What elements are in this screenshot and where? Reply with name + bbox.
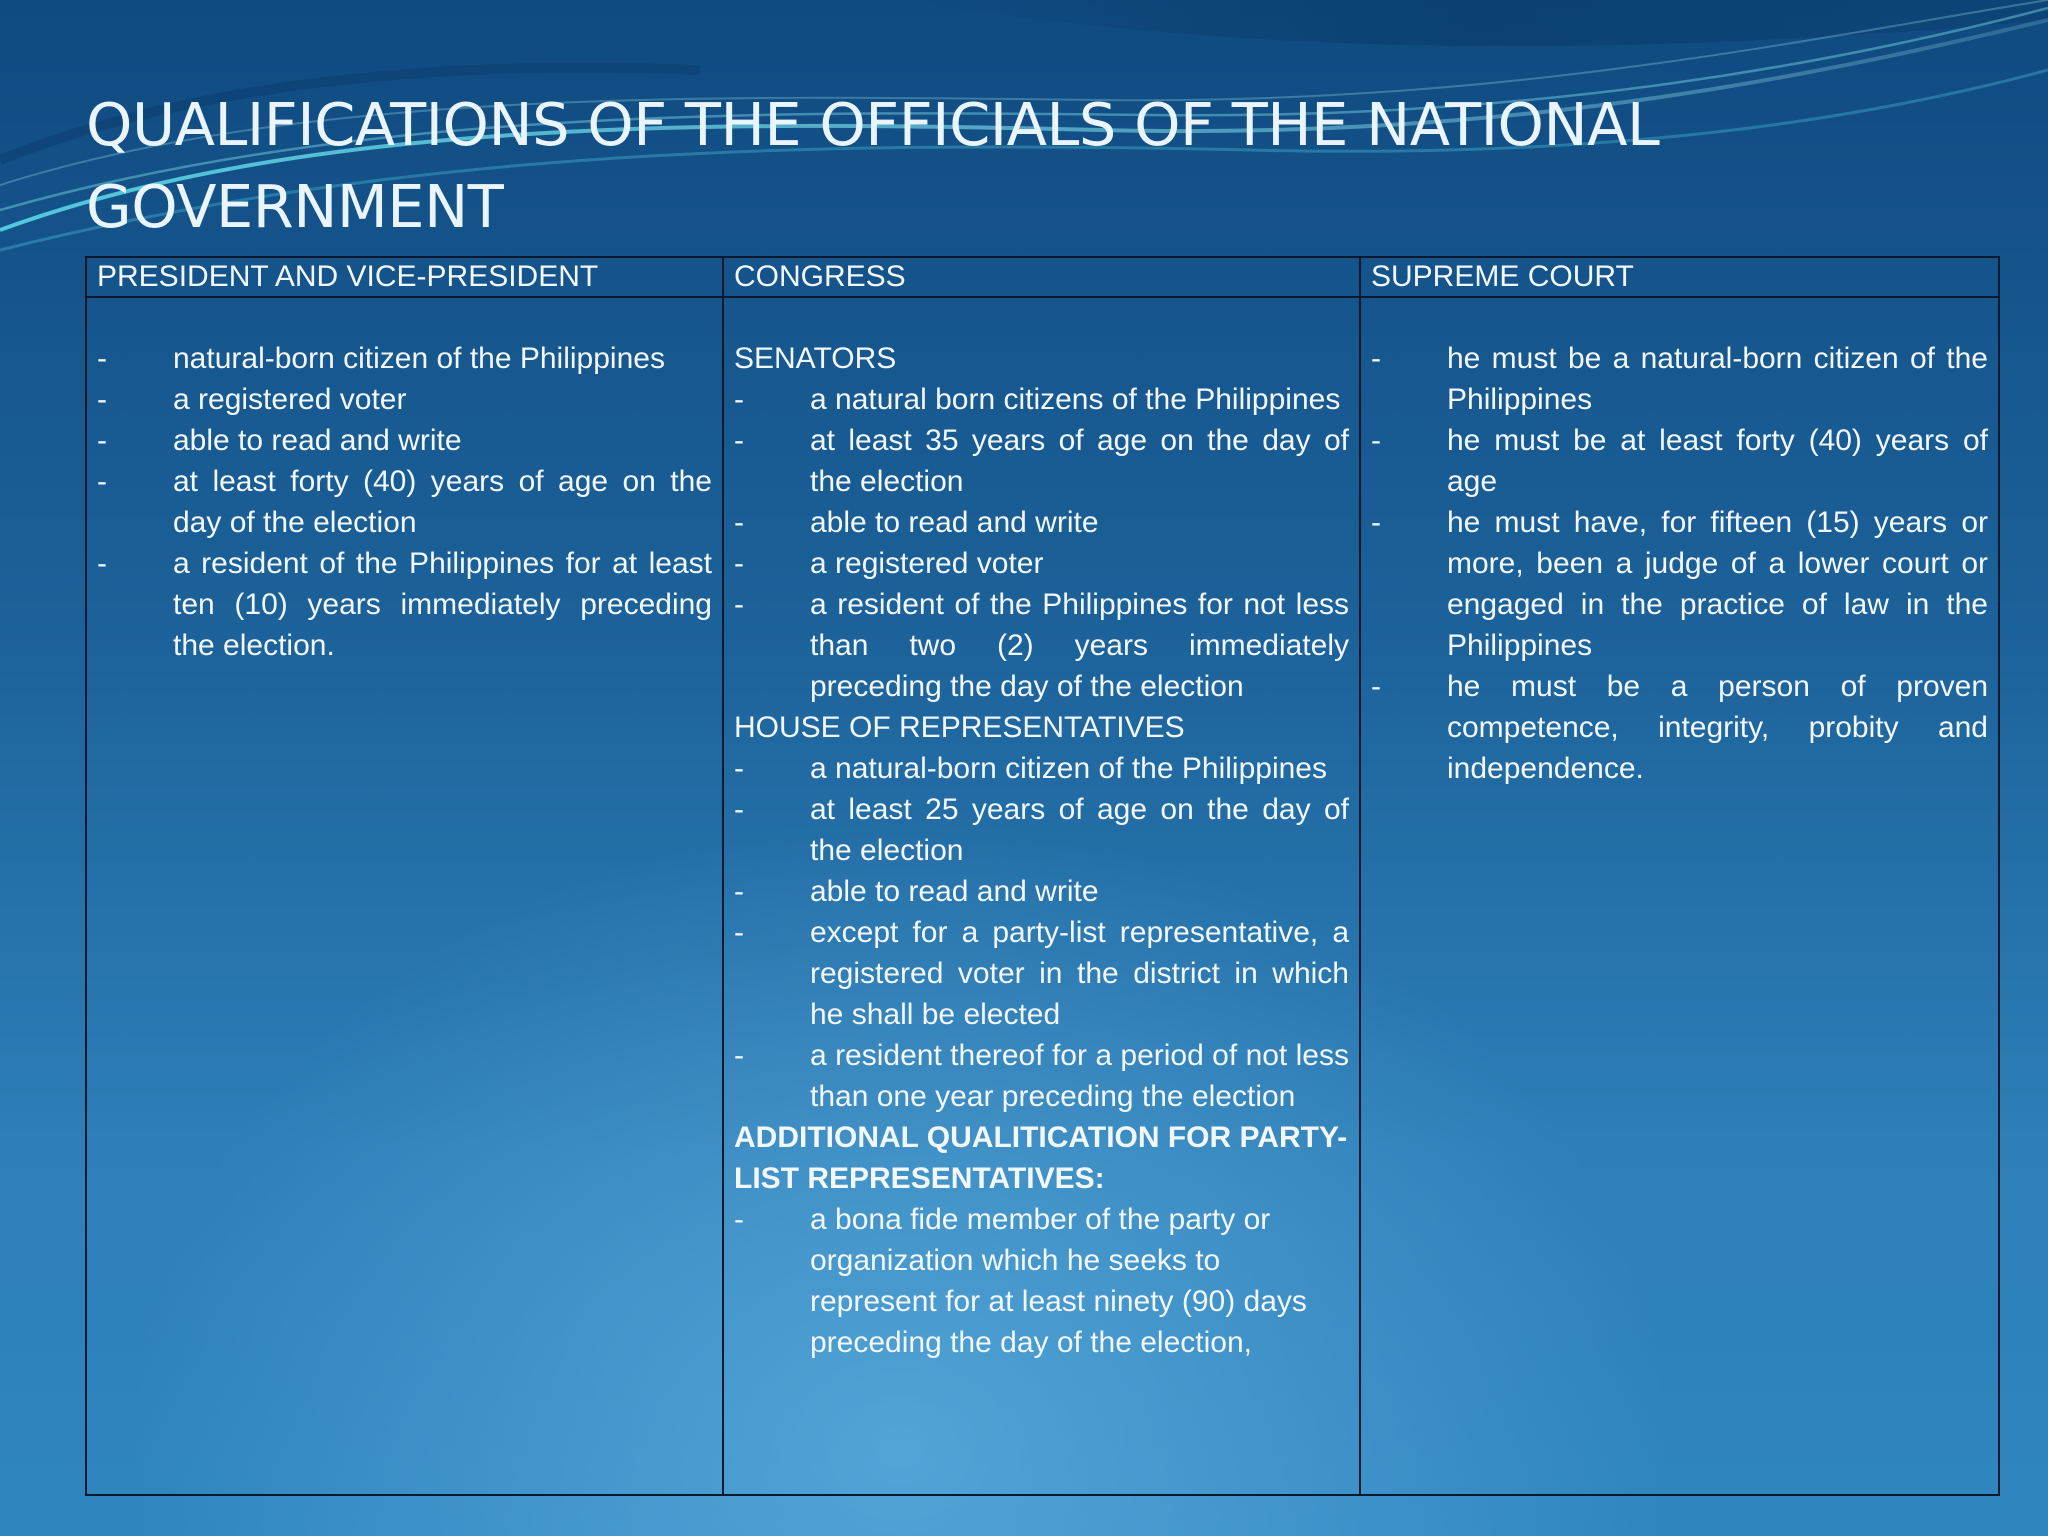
item-text: able to read and write (173, 424, 462, 457)
bullet-dash: - (734, 1203, 744, 1236)
item-text-line: organization which he seeks to (810, 1244, 1221, 1277)
list-item (1371, 502, 1988, 666)
bullet-dash: - (734, 752, 744, 785)
congress-cell (723, 297, 1360, 1495)
bullet-dash: - (734, 793, 744, 826)
bullet-dash: - (734, 547, 744, 580)
bullet-dash: - (97, 547, 107, 580)
senators-heading: SENATORS (734, 342, 897, 375)
item-text: a registered voter (810, 547, 1044, 580)
list-item (734, 420, 1349, 502)
bullet-dash: - (734, 916, 744, 949)
qualifications-table (85, 256, 2000, 1496)
list-item (734, 543, 1349, 584)
item-text: he must have, for fifteen (15) years or more, been a judge of a lower court or engaged in the practice of law in the Philippines (1447, 506, 1988, 662)
bullet-dash: - (734, 588, 744, 621)
list-item (97, 379, 712, 420)
item-text: a resident thereof for a period of not less than one year preceding the election (810, 1039, 1349, 1113)
bullet-dash: - (97, 465, 107, 498)
item-text: at least 25 years of age on the day of the election (810, 793, 1349, 867)
bullet-dash: - (97, 424, 107, 457)
bullet-dash: - (734, 424, 744, 457)
list-item (1371, 338, 1988, 420)
item-text: able to read and write (810, 875, 1099, 908)
bullet-dash: - (734, 1039, 744, 1072)
item-text: he must be a person of proven competence, integrity, probity and independence. (1447, 670, 1988, 785)
bullet-dash: - (1371, 424, 1381, 457)
bullet-dash: - (97, 383, 107, 416)
item-text: he must be at least forty (40) years of age (1447, 424, 1988, 498)
list-item (734, 1199, 1349, 1363)
item-text: natural-born citizen of the Philippines (173, 342, 665, 375)
slide-title: QUALIFICATIONS OF THE OFFICIALS OF THE NATIONAL GOVERNMENT (86, 90, 1660, 241)
bullet-dash: - (1371, 342, 1381, 375)
list-item (734, 871, 1349, 912)
item-text: a resident of the Philippines for not less than two (2) years immediately preceding the day of the election (810, 588, 1349, 703)
bullet-dash: - (734, 875, 744, 908)
header-supreme-court: SUPREME COURT (1360, 257, 1999, 297)
list-item (97, 420, 712, 461)
item-text: at least forty (40) years of age on the day of the election (173, 465, 712, 539)
bullet-dash: - (97, 342, 107, 375)
item-text-line: preceding the day of the election, (810, 1326, 1252, 1359)
header-congress: CONGRESS (723, 257, 1360, 297)
list-item (97, 338, 712, 379)
list-item (1371, 420, 1988, 502)
list-item (734, 502, 1349, 543)
list-item (734, 584, 1349, 707)
item-text: except for a party-list representative, a registered voter in the district in which he shall be elected (810, 916, 1349, 1031)
bullet-dash: - (734, 383, 744, 416)
list-item (97, 543, 712, 666)
item-text-line: represent for at least ninety (90) days (810, 1285, 1307, 1318)
partylist-heading-line: LIST REPRESENTATIVES: (734, 1162, 1105, 1195)
list-item (734, 912, 1349, 1035)
list-item (97, 461, 712, 543)
house-heading: HOUSE OF REPRESENTATIVES (734, 711, 1185, 744)
list-item (734, 748, 1349, 789)
item-text-line: a bona fide member of the party or (810, 1203, 1271, 1236)
table-header-row (86, 257, 1999, 297)
list-item (734, 1035, 1349, 1117)
bullet-dash: - (1371, 506, 1381, 539)
item-text: a registered voter (173, 383, 407, 416)
list-item (734, 379, 1349, 420)
item-text: at least 35 years of age on the day of the election (810, 424, 1349, 498)
bullet-dash: - (734, 506, 744, 539)
bullet-dash: - (1371, 670, 1381, 703)
list-item (734, 789, 1349, 871)
item-text: able to read and write (810, 506, 1099, 539)
table-body-row (86, 297, 1999, 1495)
item-text: he must be a natural-born citizen of the Philippines (1447, 342, 1988, 416)
item-text: a natural-born citizen of the Philippines (810, 752, 1327, 785)
supreme-court-cell (1360, 297, 1999, 1495)
list-item (1371, 666, 1988, 789)
item-text: a resident of the Philippines for at least ten (10) years immediately preceding the election. (173, 547, 712, 662)
partylist-heading (734, 1117, 1349, 1199)
item-text: a natural born citizens of the Philippines (810, 383, 1341, 416)
header-president: PRESIDENT AND VICE-PRESIDENT (86, 257, 723, 297)
partylist-heading-line: ADDITIONAL QUALITICATION FOR PARTY- (734, 1121, 1348, 1154)
president-cell (86, 297, 723, 1495)
